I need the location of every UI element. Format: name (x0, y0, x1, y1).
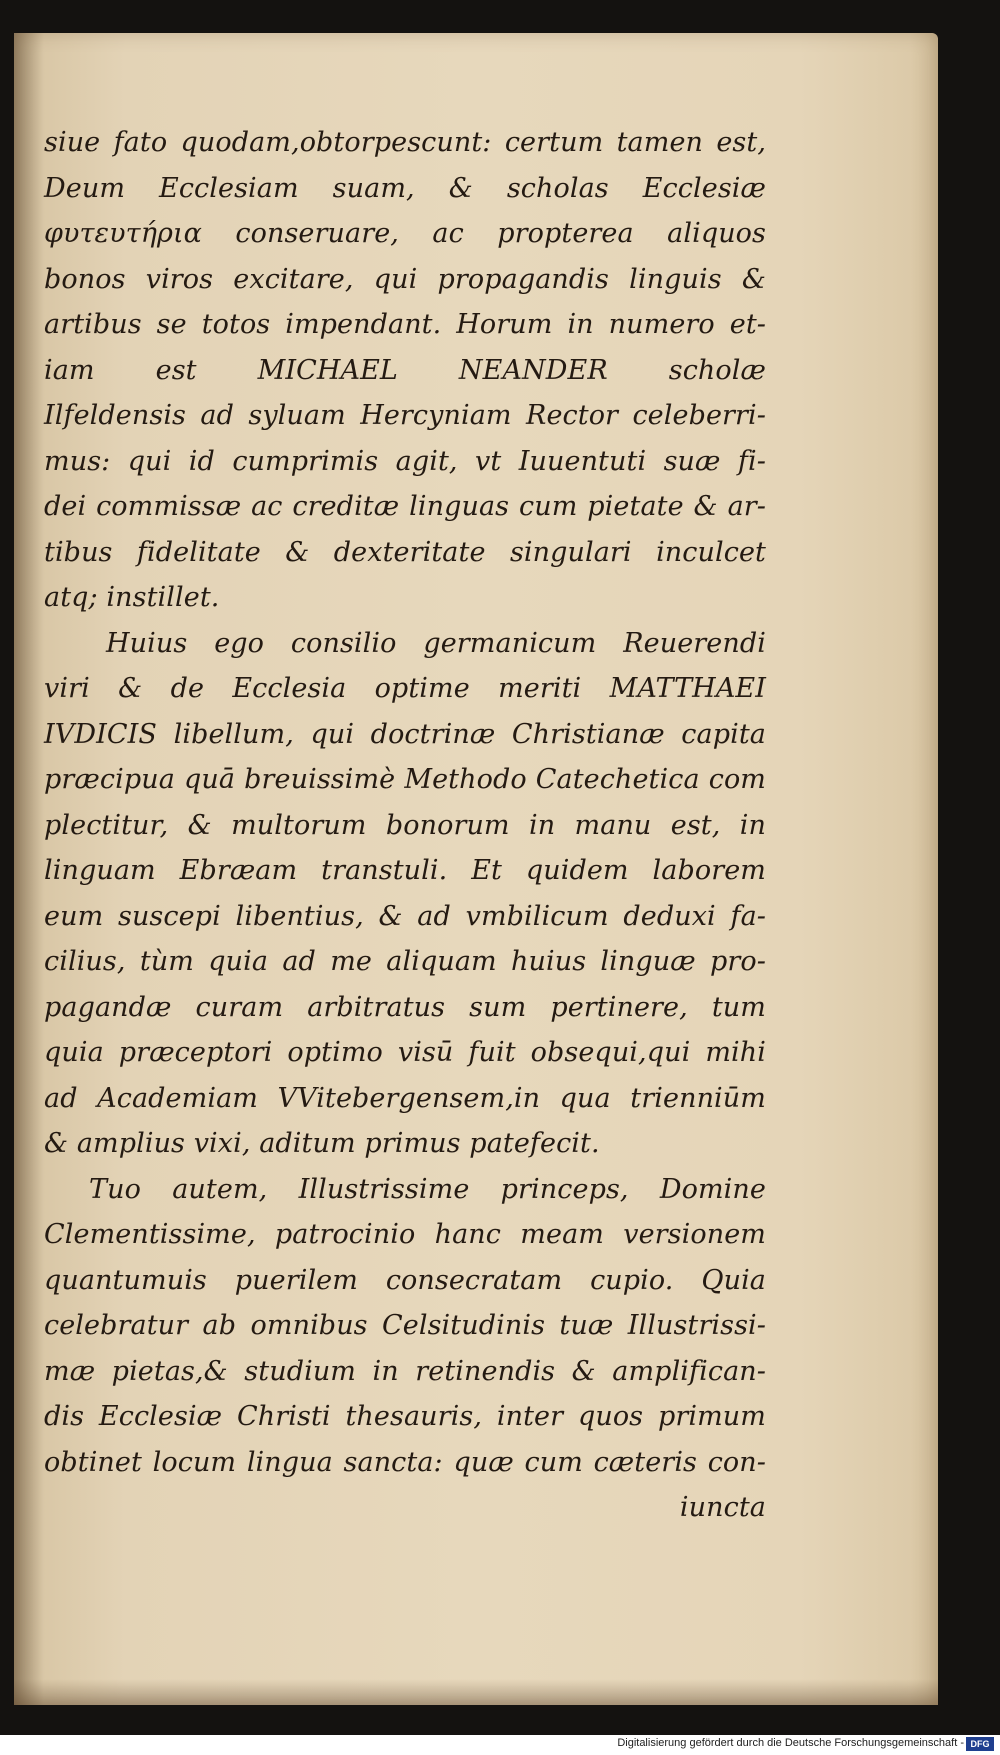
page-bottom-edge (14, 1679, 938, 1705)
text-line: Huius ego consilio germanicum Reuerendi (106, 627, 766, 659)
text-line: cilius, tùm quia ad me aliquam huius linguæ pro- (44, 946, 766, 977)
text-line: φυτευτήρια conseruare, ac propterea aliquos (44, 218, 766, 249)
text-line: IVDICIS libellum, qui doctrinæ Christianæ capita (44, 718, 766, 750)
text-line: præcipua quā breuissimè Methodo Catechetica com (44, 764, 766, 795)
text-line: dei commissæ ac creditæ linguas cum pietate & ar- (44, 491, 766, 522)
text-line: & amplius vixi, aditum primus patefecit. (44, 1128, 600, 1159)
text-line: linguam Ebræam transtuli. Et quidem laborem (44, 855, 766, 886)
text-line: tibus fidelitate & dexteritate singulari inculcet (44, 536, 766, 568)
spine-shadow (14, 33, 44, 1705)
text-line: bonos viros excitare, qui propagandis linguis & (44, 263, 766, 295)
footer-credit: Digitalisierung gefördert durch die Deutsche Forschungsgemeinschaft - (617, 1737, 964, 1749)
text-line: dis Ecclesiæ Christi thesauris, inter quos primum (44, 1401, 766, 1432)
text-line: atq; instillet. (44, 582, 220, 613)
text-line: iam est MICHAEL NEANDER scholæ (44, 354, 766, 386)
text-line: Deum Ecclesiam suam, & scholas Ecclesiæ (44, 172, 766, 204)
text-line: ad Academiam VVitebergensem,in qua trienniūm (44, 1082, 766, 1114)
text-line: Clementissime, patrocinio hanc meam versionem (44, 1219, 766, 1250)
text-line: obtinet locum lingua sancta: quæ cum cæteris con- (44, 1446, 766, 1478)
text-line: pagandæ curam arbitratus sum pertinere, tum (44, 991, 766, 1023)
text-line: viri & de Ecclesia optime meriti MATTHAEI (44, 673, 766, 704)
text-line: quia præceptori optimo visū fuit obsequi,qui mihi (44, 1037, 766, 1068)
text-line: plectitur, & multorum bonorum in manu est, in (44, 809, 766, 841)
text-line: eum suscepi libentius, & ad vmbilicum deduxi fa- (44, 900, 766, 932)
text-line: quantumuis puerilem consecratam cupio. Quia (44, 1264, 766, 1296)
catchword: iuncta (679, 1492, 766, 1523)
dfg-logo-icon: DFG (966, 1737, 994, 1751)
text-line: siue fato quodam,obtorpescunt: certum tamen est, (44, 127, 766, 158)
footer-bar (0, 1735, 1000, 1755)
text-line: Ilfeldensis ad syluam Hercyniam Rector celeberri- (44, 400, 766, 431)
text-line: mus: qui id cumprimis agit, vt Iuuentuti suæ fi- (44, 445, 766, 477)
text-line: mæ pietas,& studium in retinendis & amplifican- (44, 1355, 766, 1387)
book-page (14, 33, 938, 1705)
text-line: Tuo autem, Illustrissime princeps, Domine (89, 1173, 766, 1205)
page-text (44, 120, 766, 1531)
text-line: artibus se totos impendant. Horum in numero et- (44, 309, 766, 340)
text-line: celebratur ab omnibus Celsitudinis tuæ Illustrissi- (44, 1310, 766, 1341)
